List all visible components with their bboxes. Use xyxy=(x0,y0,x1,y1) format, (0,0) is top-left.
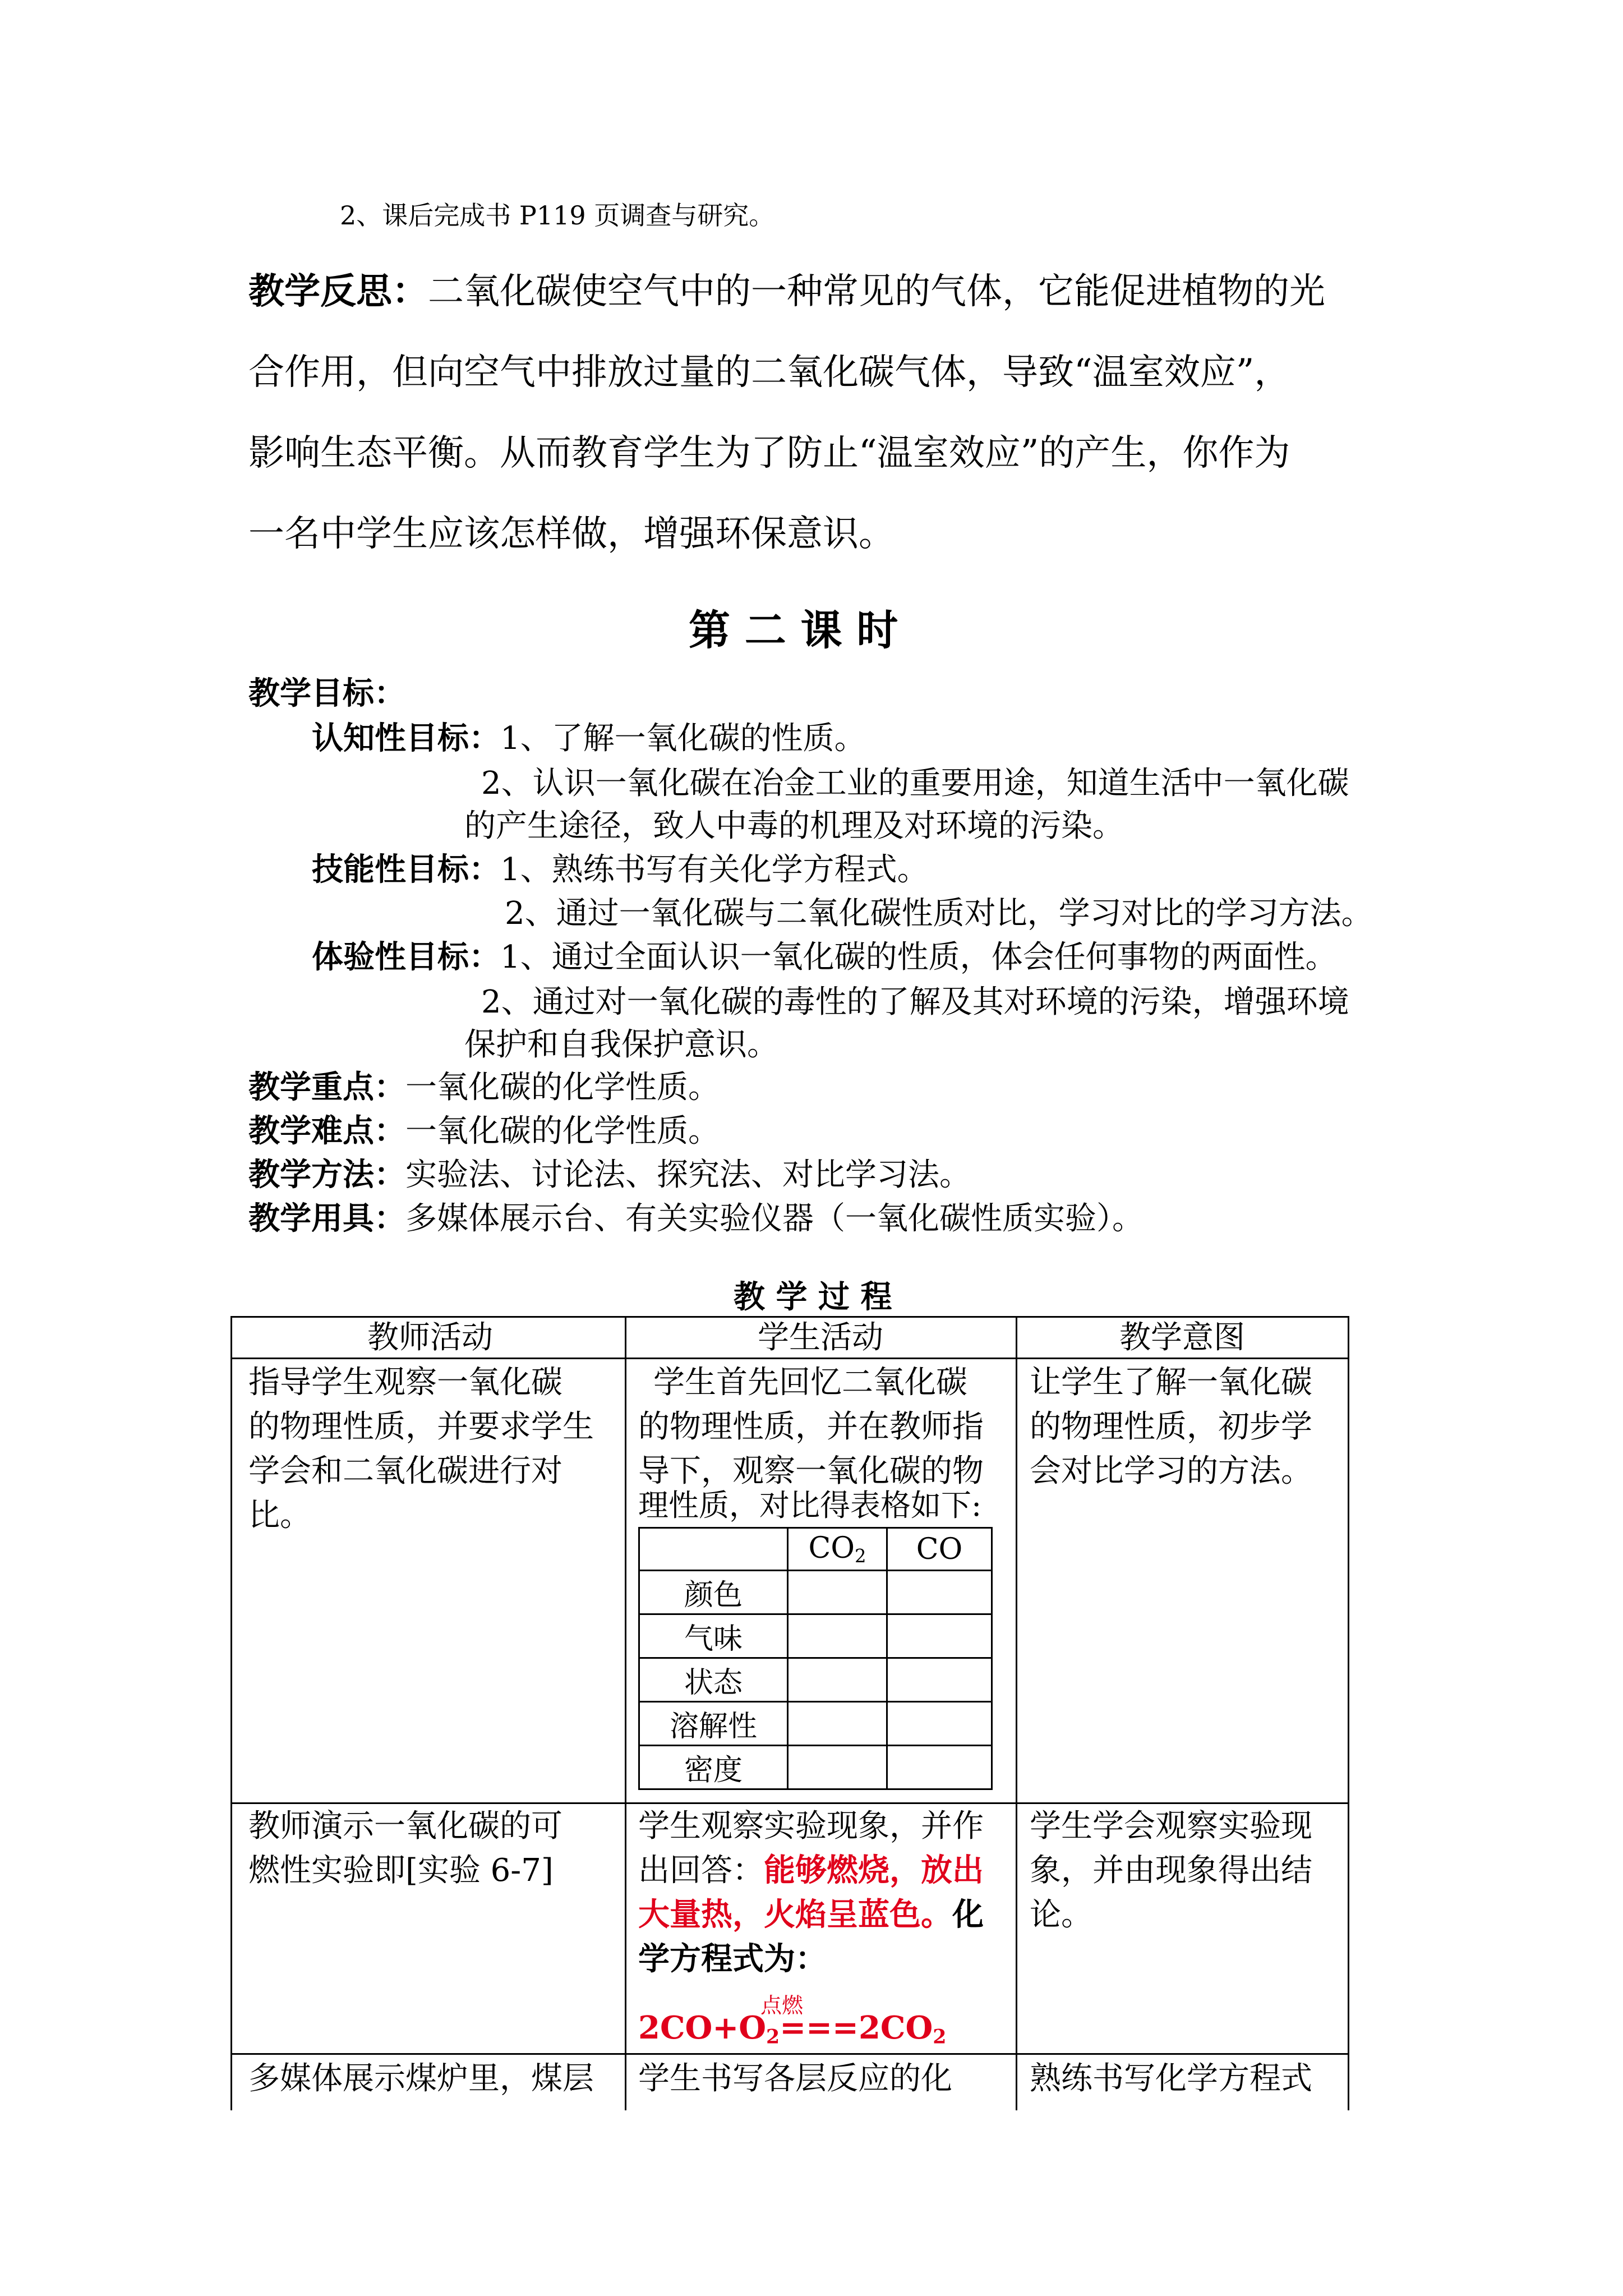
property-state: 状态 xyxy=(639,1658,788,1702)
key-point-value: 一氧化碳的化学性质。 xyxy=(405,1069,720,1106)
key-point-line xyxy=(248,1062,720,1107)
row1-student-4: 理性质，对比得表格如下: xyxy=(638,1488,982,1523)
method-line xyxy=(248,1150,971,1195)
row1-intent-3: 会对比学习的方法。 xyxy=(1030,1453,1312,1489)
comparison-row xyxy=(639,1614,992,1658)
experience-label: 体验性目标： xyxy=(312,938,500,976)
co2-text: CO xyxy=(808,1531,855,1565)
row1-student-1: 学生首先回忆二氧化碳 xyxy=(653,1364,967,1401)
equation-sub-2: 2 xyxy=(933,2025,947,2049)
skill-item-1: 1、熟练书写有关化学方程式。 xyxy=(500,852,929,888)
cognitive-item-1: 1、了解一氧化碳的性质。 xyxy=(500,720,866,757)
cell-empty xyxy=(788,1571,887,1614)
comparison-row xyxy=(639,1746,992,1789)
row3-intent: 熟练书写化学方程式 xyxy=(1030,2060,1312,2097)
comparison-corner xyxy=(639,1528,788,1571)
skill-label: 技能性目标： xyxy=(312,851,500,888)
homework-item: 2、课后完成书 P119 页调查与研究。 xyxy=(340,200,775,231)
cell-empty xyxy=(887,1571,992,1614)
chemical-equation xyxy=(638,2009,946,2049)
row1-teacher-2: 的物理性质，并要求学生 xyxy=(248,1409,594,1445)
table-divider-2 xyxy=(1016,1316,1017,2110)
experience-item-2b: 保护和自我保护意识。 xyxy=(464,1027,778,1063)
cognitive-line-1 xyxy=(312,714,866,758)
reflection-line-2: 合作用，但向空气中排放过量的二氧化碳气体，导致“温室效应”， xyxy=(248,352,1290,393)
equation-right: 2CO xyxy=(858,2009,933,2046)
row2-student-4: 学方程式为： xyxy=(638,1940,827,1977)
reaction-condition: 点燃 xyxy=(760,1993,804,2018)
cell-empty xyxy=(887,1746,992,1789)
reflection-label: 教学反思： xyxy=(248,270,428,312)
row2-student-bold-1: 化 xyxy=(952,1896,984,1933)
row2-student-answer-prefix: 出回答： xyxy=(638,1852,764,1889)
comparison-table xyxy=(638,1527,993,1790)
row2-student-1: 学生观察实验现象，并作 xyxy=(638,1808,984,1844)
row1-intent-1: 让学生了解一氧化碳 xyxy=(1030,1364,1312,1401)
reflection-line-3: 影响生态平衡。从而教育学生为了防止“温室效应”的产生，你作为 xyxy=(248,432,1290,474)
cell-empty xyxy=(887,1702,992,1746)
header-teacher: 教师活动 xyxy=(367,1319,493,1356)
row1-teacher-4: 比。 xyxy=(248,1497,311,1534)
objectives-heading: 教学目标： xyxy=(248,675,405,712)
header-intent: 教学意图 xyxy=(1119,1319,1245,1356)
row2-student-answer-red-2: 大量热，火焰呈蓝色。 xyxy=(638,1896,952,1933)
key-point-label: 教学重点： xyxy=(248,1069,405,1106)
equation-left: 2CO+O xyxy=(638,2009,767,2046)
row2-intent-2: 象，并由现象得出结 xyxy=(1030,1852,1312,1889)
cell-empty xyxy=(887,1658,992,1702)
row2-student-answer-red-1: 能够燃烧，放出 xyxy=(764,1852,984,1889)
comparison-col-co2 xyxy=(788,1528,887,1571)
difficulty-line xyxy=(248,1106,720,1151)
co2-subscript: 2 xyxy=(854,1545,866,1567)
row2-student-2 xyxy=(638,1848,984,1893)
equation-sub-1: 2 xyxy=(766,2025,780,2049)
cognitive-item-2b: 的产生途径，致人中毒的机理及对环境的污染。 xyxy=(464,808,1124,844)
table-rule-row2 xyxy=(230,2053,1349,2055)
skill-line-1 xyxy=(312,845,929,890)
method-value: 实验法、讨论法、探究法、对比学习法。 xyxy=(405,1157,971,1193)
row1-teacher-1: 指导学生观察一氧化碳 xyxy=(248,1364,562,1401)
skill-item-2: 2、通过一氧化碳与二氧化碳性质对比，学习对比的学习方法。 xyxy=(505,895,1373,932)
cognitive-label: 认知性目标： xyxy=(312,720,500,757)
comparison-row xyxy=(639,1702,992,1746)
difficulty-label: 教学难点： xyxy=(248,1112,405,1149)
cell-empty xyxy=(788,1702,887,1746)
comparison-header-row xyxy=(639,1528,992,1571)
row2-intent-1: 学生学会观察实验现 xyxy=(1030,1808,1312,1844)
cell-empty xyxy=(788,1658,887,1702)
comparison-row xyxy=(639,1658,992,1702)
cognitive-item-2a: 2、认识一氧化碳在冶金工业的重要用途，知道生活中一氧化碳 xyxy=(481,765,1349,802)
cell-empty xyxy=(788,1746,887,1789)
difficulty-value: 一氧化碳的化学性质。 xyxy=(405,1113,720,1149)
row3-student: 学生书写各层反应的化 xyxy=(638,2060,952,2097)
cell-empty xyxy=(887,1614,992,1658)
row2-intent-3: 论。 xyxy=(1030,1897,1092,1933)
table-divider-1 xyxy=(625,1316,626,2110)
section-title: 第 二 课 时 xyxy=(689,606,898,655)
reflection-line-4: 一名中学生应该怎样做，增强环保意识。 xyxy=(248,513,895,555)
property-odor: 气味 xyxy=(639,1614,788,1658)
cell-empty xyxy=(788,1614,887,1658)
row3-teacher: 多媒体展示煤炉里，煤层 xyxy=(248,2060,594,2097)
property-density: 密度 xyxy=(639,1746,788,1789)
experience-item-1: 1、通过全面认识一氧化碳的性质，体会任何事物的两面性。 xyxy=(500,939,1337,976)
method-label: 教学方法： xyxy=(248,1156,405,1193)
row1-intent-2: 的物理性质，初步学 xyxy=(1030,1409,1312,1445)
reflection-line-1 xyxy=(248,263,1325,314)
row1-teacher-3: 学会和二氧化碳进行对 xyxy=(248,1453,562,1489)
comparison-row xyxy=(639,1571,992,1614)
header-student: 学生活动 xyxy=(758,1319,883,1356)
table-border-left xyxy=(230,1316,232,2110)
comparison-col-co: CO xyxy=(887,1528,992,1571)
reflection-text-1: 二氧化碳使空气中的一种常见的气体，它能促进植物的光 xyxy=(428,271,1325,312)
tools-label: 教学用具： xyxy=(248,1200,405,1237)
process-title: 教 学 过 程 xyxy=(734,1278,892,1315)
table-border-right xyxy=(1348,1316,1349,2110)
tools-line xyxy=(248,1194,1144,1239)
property-solubility: 溶解性 xyxy=(639,1702,788,1746)
property-color: 颜色 xyxy=(639,1571,788,1614)
tools-value: 多媒体展示台、有关实验仪器（一氧化碳性质实验）。 xyxy=(405,1200,1144,1237)
equation-arrow: === xyxy=(780,2009,859,2046)
row2-student-3 xyxy=(638,1893,984,1937)
row1-student-3: 导下，观察一氧化碳的物 xyxy=(638,1453,984,1489)
experience-item-2a: 2、通过对一氧化碳的毒性的了解及其对环境的污染，增强环境 xyxy=(481,984,1349,1020)
row1-student-2: 的物理性质，并在教师指 xyxy=(638,1409,984,1445)
experience-line-1 xyxy=(312,932,1337,977)
row2-teacher-2: 燃性实验即[实验 6-7] xyxy=(248,1852,554,1889)
row2-teacher-1: 教师演示一氧化碳的可 xyxy=(248,1808,562,1844)
